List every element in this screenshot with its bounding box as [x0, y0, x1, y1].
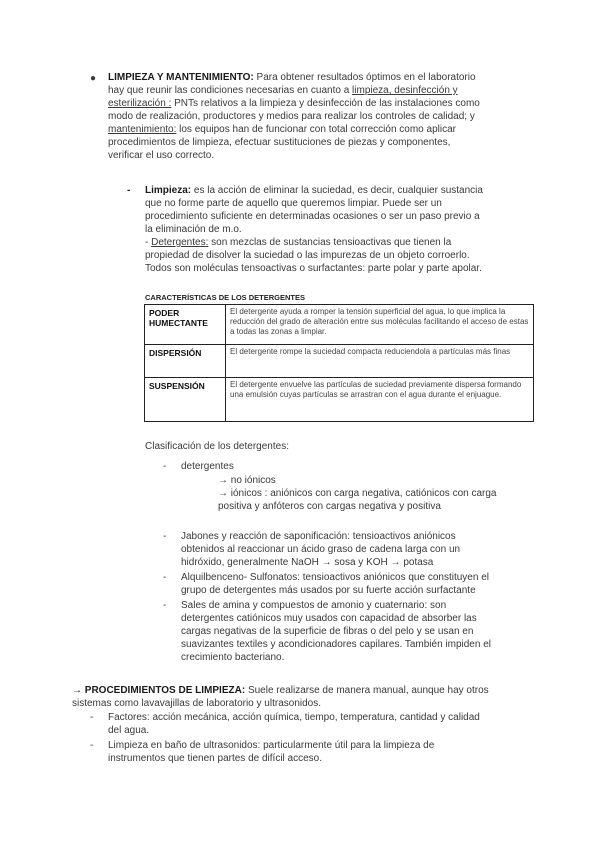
- term: Limpieza:: [145, 185, 192, 196]
- bullet-dot: ●: [90, 73, 97, 84]
- dash-marker: -: [163, 572, 167, 583]
- factores-item: [108, 711, 538, 737]
- dash-marker: -: [163, 461, 167, 472]
- sub-item: → iónicos : aniónicos con carga negativa, catiónicos con carga: [218, 488, 497, 499]
- jabones-item: [181, 530, 551, 569]
- sub-item: → no iónicos: [218, 475, 276, 486]
- underlined-text: mantenimiento:: [108, 124, 177, 135]
- text: procedimiento suficiente en determinadas ocasiones o ser un paso previo a: [145, 211, 480, 222]
- section-limpieza-mantenimiento: [108, 71, 548, 162]
- table-value: El detergente envuelve las partículas de suciedad previamente dispersa formando una emulsión cuyas partículas se arrastran con el agua durante el enjuague.: [226, 378, 534, 422]
- text: que no forme parte de aquello que queremos limpiar. Puede ser un: [145, 198, 442, 209]
- text: sistemas como lavavajillas de laboratorio y ultrasonidos.: [72, 698, 322, 709]
- table-value: El detergente ayuda a romper la tensión superficial del agua, lo que implica la reducción del grado de alteración entre sus moléculas facilitando el acceso de estas a todas las zonas a limpiar.: [226, 305, 534, 345]
- text: crecimiento bacteriano.: [181, 652, 285, 663]
- limpieza-definition: [145, 184, 545, 275]
- text: -: [145, 237, 152, 248]
- text: suavizantes textiles y acondicionadores capilares. También impiden el: [181, 639, 491, 650]
- table-caption: CARACTERÍSTICAS DE LOS DETERGENTES: [145, 293, 306, 302]
- ultrasonidos-item: [108, 739, 538, 765]
- text: hidróxido, generalmente NaOH → sosa y KOH → potasa: [181, 557, 434, 568]
- section-title: → PROCEDIMIENTOS DE LIMPIEZA:: [72, 685, 246, 696]
- underlined-text: limpieza, desinfección y: [352, 85, 458, 96]
- dash-marker: -: [90, 712, 94, 723]
- table-row: [145, 378, 534, 422]
- dash-marker: -: [127, 185, 131, 196]
- text: instrumentos que tienen partes de difícil acceso.: [108, 753, 323, 764]
- text: obtenidos al reaccionar un ácido graso de cadena larga con un: [181, 544, 461, 555]
- underlined-text: Detergentes:: [151, 237, 209, 248]
- text: del agua.: [108, 725, 150, 736]
- text: verificar el uso correcto.: [108, 150, 215, 161]
- classification-item: detergentes: [181, 461, 234, 472]
- text: Sales de amina y compuestos de amonio y cuaternario: son: [181, 600, 447, 611]
- dash-marker: -: [163, 600, 167, 611]
- detergents-table: [144, 304, 534, 422]
- text: es la acción de eliminar la suciedad, es decir, cualquier sustancia: [191, 185, 483, 196]
- text: Jabones y reacción de saponificación: tensioactivos aniónicos: [181, 531, 456, 542]
- text: grupo de detergentes más usados por su fuerte acción surfactante: [181, 585, 476, 596]
- text: son mezclas de sustancias tensioactivas que tienen la: [208, 237, 452, 248]
- text: procedimientos de limpieza, efectuar sustituciones de piezas y componentes,: [108, 137, 451, 148]
- underlined-text: esterilización :: [108, 98, 172, 109]
- text: los equipos han de funcionar con total corrección como aplicar: [176, 124, 456, 135]
- table-value: El detergente rompe la suciedad compacta reduciendola a partículas más finas: [226, 345, 534, 378]
- text: Limpieza en baño de ultrasonidos: particularmente útil para la limpieza de: [108, 740, 435, 751]
- classification-title: Clasificación de los detergentes:: [145, 441, 289, 452]
- text: Para obtener resultados óptimos en el laboratorio: [253, 72, 476, 83]
- text: propiedad de disolver la suciedad o las impurezas de un objeto corroerlo.: [145, 250, 470, 261]
- text: hay que reunir las condiciones necesarias en cuanto a: [108, 85, 353, 96]
- text: detergentes catiónicos muy usados con capacidad de absorber las: [181, 613, 477, 624]
- table-key: SUSPENSIÓN: [145, 378, 226, 422]
- text: PNTs relativos a la limpieza y desinfección de las instalaciones como: [171, 98, 480, 109]
- text: Factores: acción mecánica, acción química, tiempo, temperatura, cantidad y calidad: [108, 712, 480, 723]
- table-key: PODER HUMECTANTE: [145, 305, 226, 345]
- section-title: LIMPIEZA Y MANTENIMIENTO:: [108, 72, 254, 83]
- sales-amina-item: [181, 599, 551, 664]
- dash-marker: -: [163, 531, 167, 542]
- text: cargas negativas de la superficie de fibras o del pelo y se usan en: [181, 626, 474, 637]
- table-key: DISPERSIÓN: [145, 345, 226, 378]
- text: Suele realizarse de manera manual, aunque hay otros: [245, 685, 489, 696]
- sub-item: positiva y anfóteros con cargas negativa y positiva: [218, 501, 441, 512]
- text: Alquilbenceno- Sulfonatos: tensioactivos aniónicos que constituyen el: [181, 572, 489, 583]
- text: modo de realización, productores y medios para realizar los controles de calidad; y: [108, 111, 475, 122]
- text: Todos son moléculas tensoactivas o surfactantes: parte polar y parte apolar.: [145, 263, 482, 274]
- table-row: [145, 345, 534, 378]
- table-row: [145, 305, 534, 345]
- procedimientos-section: [72, 684, 542, 710]
- alquilbenceno-item: [181, 571, 551, 597]
- dash-marker: -: [90, 740, 94, 751]
- text: la eliminación de m.o.: [145, 224, 242, 235]
